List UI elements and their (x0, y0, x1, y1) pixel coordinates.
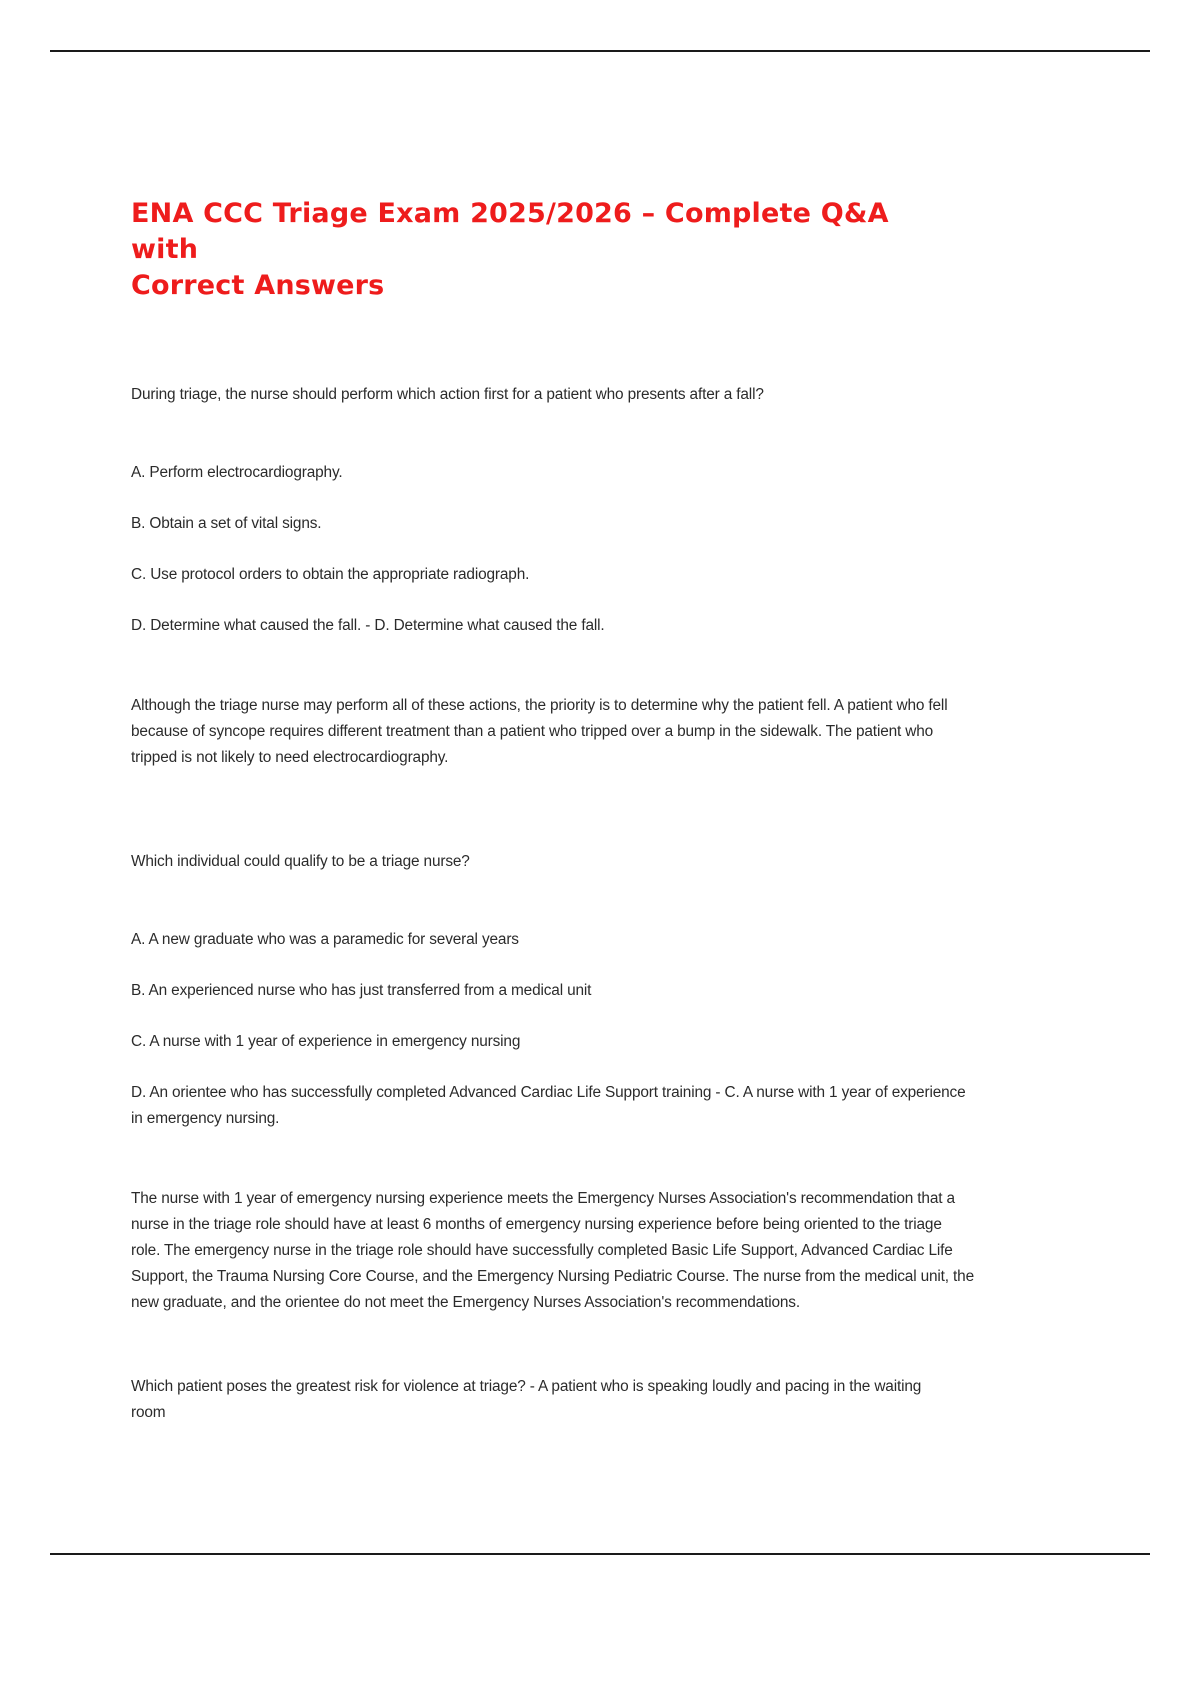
question-1-option-a: A. Perform electrocardiography. (131, 464, 343, 481)
question-2-explanation: The nurse with 1 year of emergency nursing experience meets the Emergency Nurses Association's recommendation that a nurse in the triage role should have at least 6 months of emergency nursing experience before being oriented to the triage role. The emergency nurse in the triage role should have successfully completed Basic Life Support, Advanced Cardiac Life Support, the Trauma Nursing Core Course, and the Emergency Nursing Pediatric Course. The nurse from the medical unit, the new graduate, and the orientee do not meet the Emergency Nurses Association's recommendations. (131, 1190, 975, 1311)
question-1-stem: During triage, the nurse should perform which action first for a patient who presents after a fall? (131, 386, 764, 403)
header-rule (50, 50, 1150, 52)
document-content (131, 196, 976, 1426)
question-1-option-c: C. Use protocol orders to obtain the appropriate radiograph. (131, 566, 530, 583)
question-3-stem-and-answer: Which patient poses the greatest risk for violence at triage? - A patient who is speaking loudly and pacing in the waiting room (131, 1378, 922, 1421)
question-1-option-b: B. Obtain a set of vital signs. (131, 515, 322, 532)
question-2-option-b: B. An experienced nurse who has just transferred from a medical unit (131, 982, 592, 999)
footer-rule (50, 1553, 1150, 1555)
question-2-options (131, 927, 976, 1132)
question-2-option-c: C. A nurse with 1 year of experience in emergency nursing (131, 1033, 521, 1050)
question-1-explanation: Although the triage nurse may perform all of these actions, the priority is to determine why the patient fell. A patient who fell because of syncope requires different treatment than a patient who tripped over a bump in the sidewalk. The patient who tripped is not likely to need electrocardiography. (131, 697, 948, 766)
page-title-line-2: Correct Answers (131, 270, 385, 301)
question-2-option-d: D. An orientee who has successfully completed Advanced Cardiac Life Support training - C. A nurse with 1 year of experience in emergency nursing. (131, 1084, 966, 1127)
page-title-line-1: ENA CCC Triage Exam 2025/2026 – Complete Q&A with (131, 198, 889, 265)
question-2-stem: Which individual could qualify to be a triage nurse? (131, 853, 470, 870)
question-2-option-a: A. A new graduate who was a paramedic for several years (131, 931, 519, 948)
question-1-option-d: D. Determine what caused the fall. - D. Determine what caused the fall. (131, 617, 605, 634)
page-title (131, 196, 921, 304)
question-1-options (131, 460, 976, 639)
